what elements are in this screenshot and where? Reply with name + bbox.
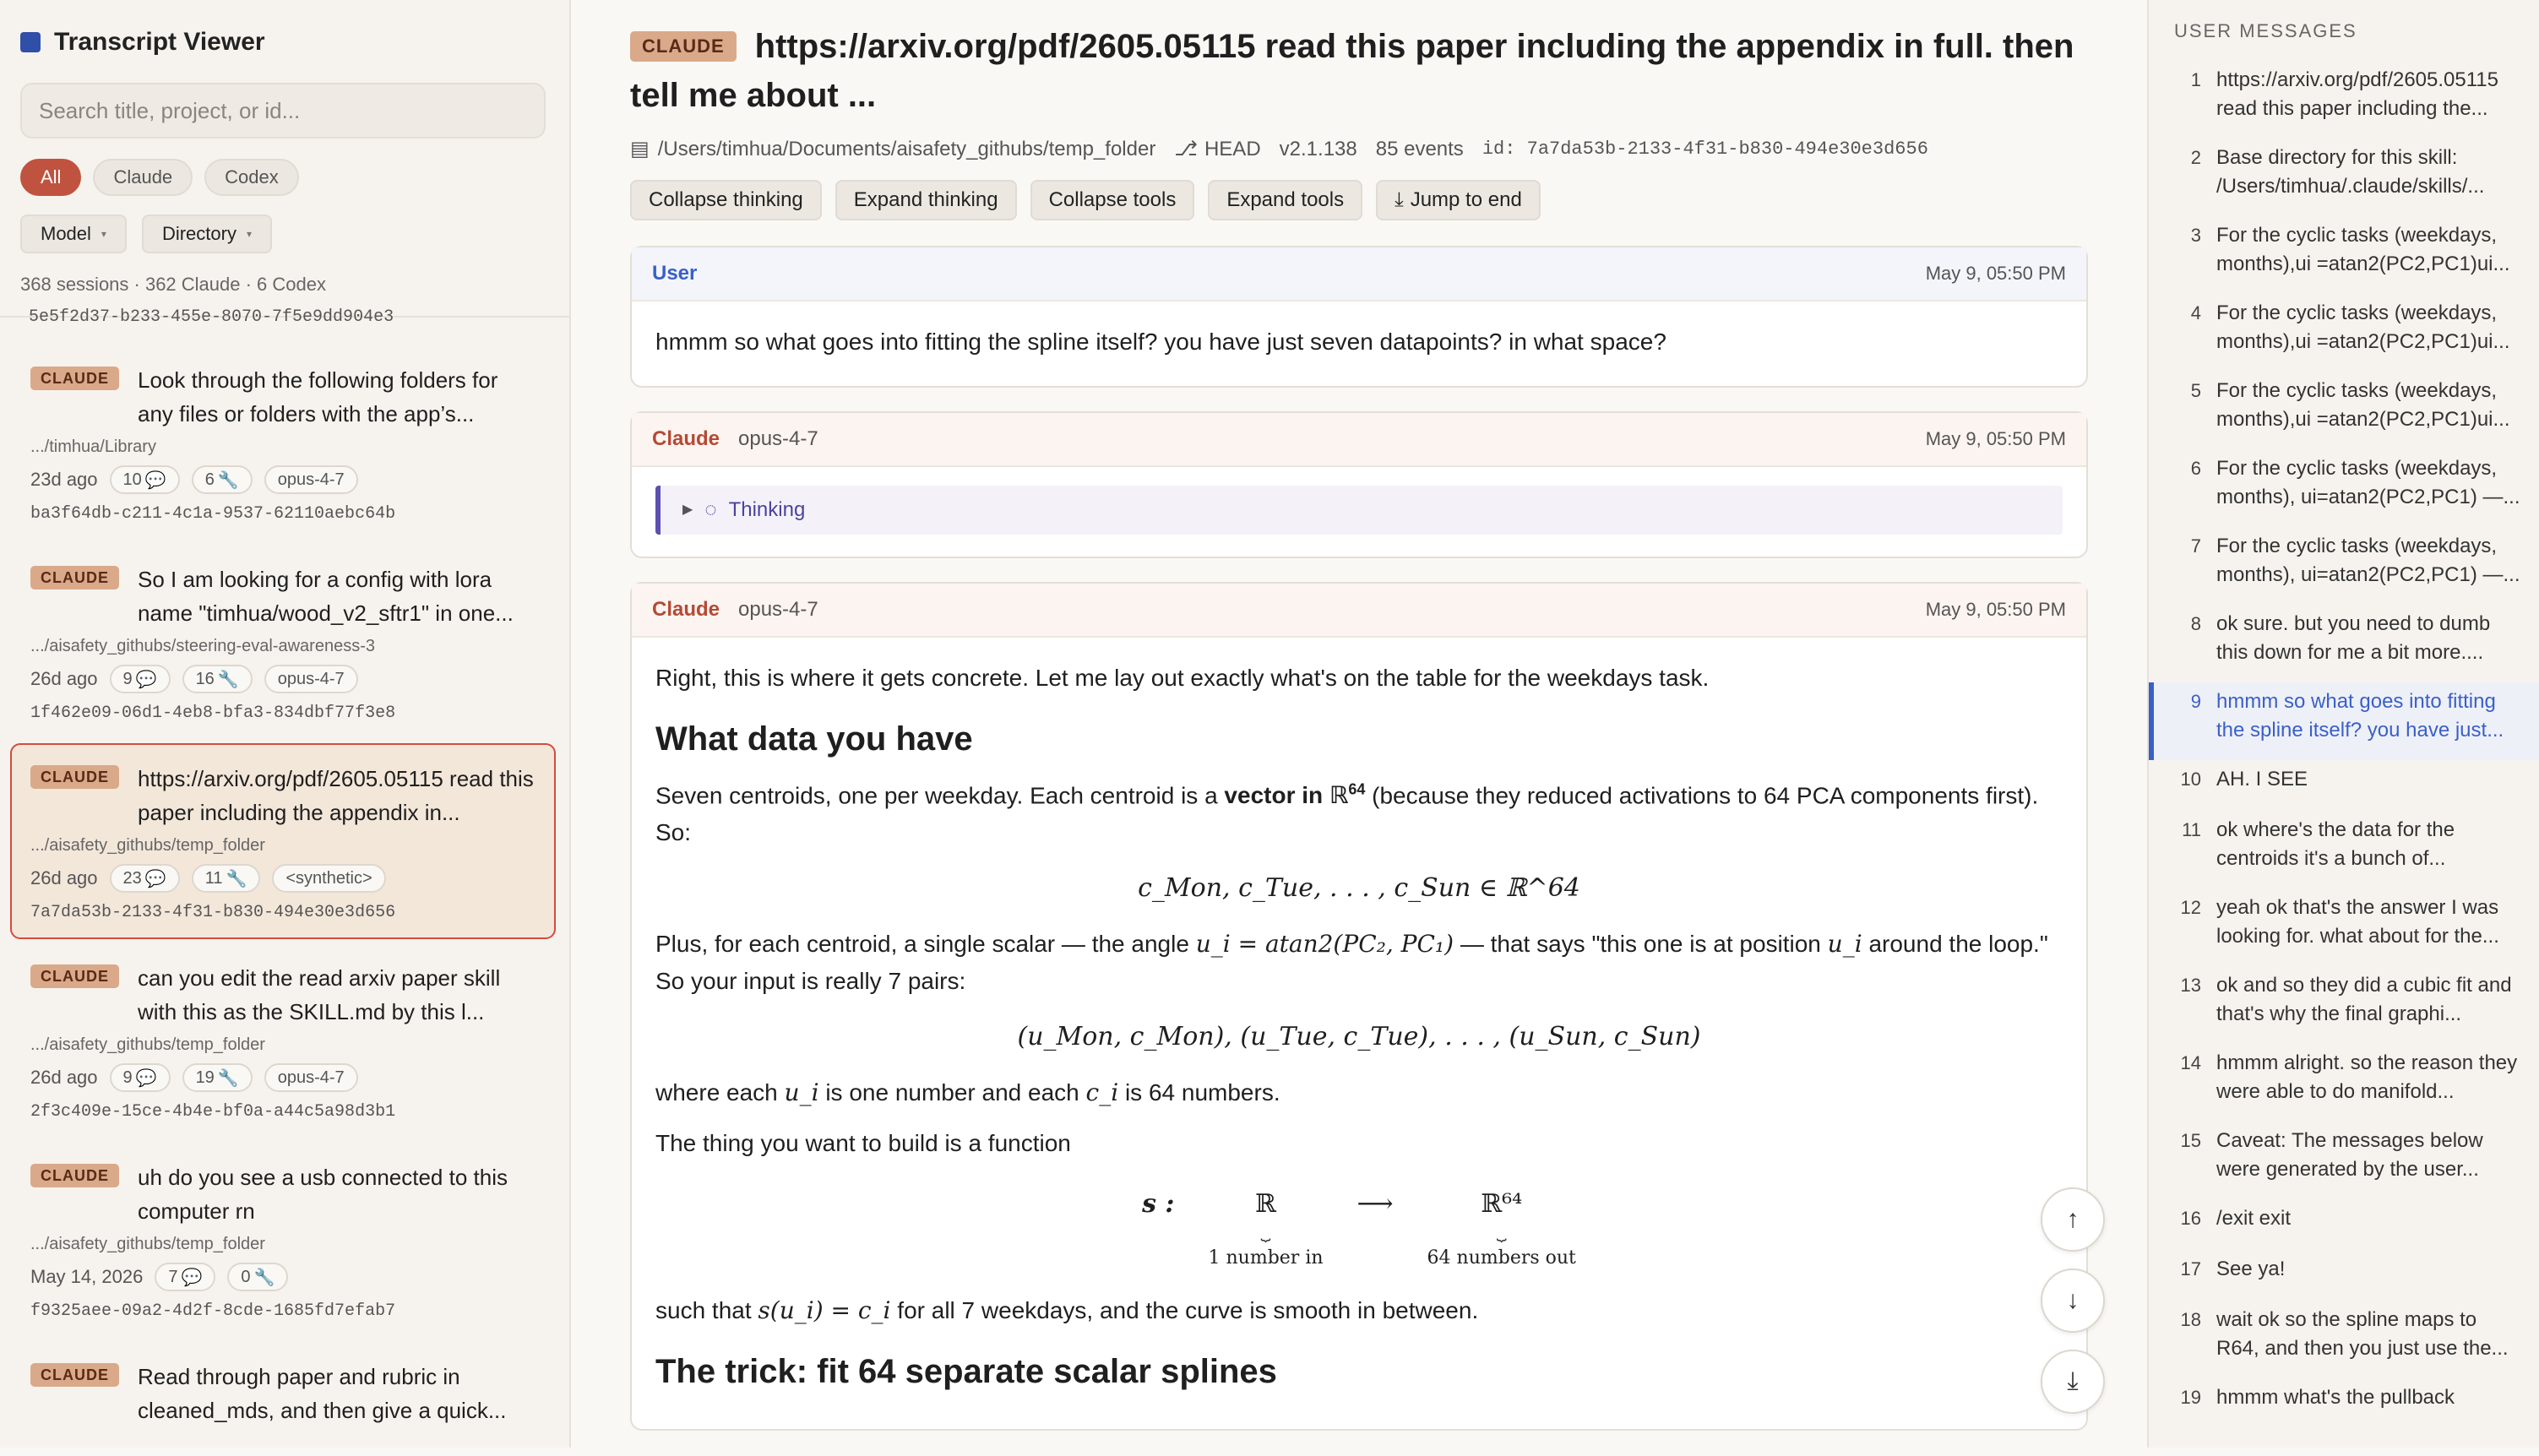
chat-bubble-icon: 💬 — [181, 1268, 203, 1287]
claude-badge: CLAUDE — [630, 31, 737, 62]
session-id: 2f3c409e-15ce-4b4e-bf0a-a44c5a98d3b1 — [30, 1102, 396, 1122]
message-preview: hmmm what's the pullback — [2216, 1386, 2455, 1409]
message-count: 10 — [122, 470, 142, 489]
page-title-text: https://arxiv.org/pdf/2605.05115 read this paper including the appendix in full. then tell me about ... — [630, 28, 2074, 114]
chip-all[interactable]: All — [20, 159, 81, 196]
session-title: Read through paper and rubric in cleaned_mds, and then give a quick... — [138, 1364, 507, 1423]
page-title — [630, 22, 2088, 120]
tool-count-pill — [192, 465, 253, 494]
session-age: 26d ago — [30, 668, 98, 689]
message-preview: ok sure. but you need to dumb this down for me a bit more.... — [2216, 612, 2491, 664]
directory-dropdown-label: Directory — [161, 223, 237, 244]
session-age: 26d ago — [30, 1067, 98, 1088]
message-count: 9 — [122, 669, 133, 688]
user-messages-panel — [2147, 0, 2539, 1448]
session-title: uh do you see a usb connected to this computer rn — [138, 1165, 508, 1224]
paragraph: Right, this is where it gets concrete. Let me lay out exactly what's on the table for the weekdays task. — [655, 665, 1710, 691]
sidebar-header — [0, 0, 569, 318]
session-title: So I am looking for a config with lora name "timhua/wood_v2_sftr1" in one... — [138, 567, 514, 626]
transcript-main — [571, 0, 2147, 1448]
message-number: 12 — [2180, 897, 2201, 918]
session-list[interactable] — [0, 307, 569, 1448]
session-item[interactable] — [10, 943, 556, 1138]
message-body — [632, 638, 2086, 1429]
message-preview: https://arxiv.org/pdf/2605.05115 read this paper including the... — [2216, 68, 2498, 120]
text-run: for all 7 weekdays, and the curve is smooth in between. — [890, 1297, 1479, 1324]
git-branch-icon: ⎇ — [1174, 138, 1198, 160]
message-preview: yeah ok that's the answer I was looking for. what about for the... — [2216, 896, 2499, 948]
source-filter-chips — [20, 159, 549, 196]
arrow-up-icon: ↑ — [2066, 1205, 2080, 1233]
underbrace-icon: ⏟ — [1260, 1221, 1271, 1242]
message-number: 16 — [2180, 1208, 2201, 1229]
message-preview: hmmm so what goes into fitting the spline itself? you have just... — [2216, 690, 2504, 742]
tool-count: 19 — [195, 1068, 215, 1087]
message-count-pill — [110, 864, 180, 893]
message-timestamp: May 9, 05:50 PM — [1925, 263, 2066, 284]
message-preview: /exit exit — [2216, 1207, 2292, 1230]
message-number: 9 — [2190, 691, 2201, 712]
underbrace-icon: ⏟ — [1496, 1221, 1507, 1242]
arrow-down-icon: ↓ — [2066, 1286, 2080, 1314]
function-equation — [655, 1186, 2063, 1277]
version: v2.1.138 — [1279, 137, 1357, 160]
text-run: Plus, for each centroid, a single scalar — the angle — [655, 931, 1196, 958]
inline-math: s(u_i) = c_i — [758, 1296, 891, 1325]
message-preview: ok where's the data for the centroids it's a bunch of... — [2216, 818, 2455, 870]
text-run: Seven centroids, one per weekday. Each centroid is a — [655, 782, 1225, 809]
claude-badge: CLAUDE — [30, 765, 119, 789]
chip-claude[interactable]: Claude — [93, 159, 193, 196]
message-number: 1 — [2190, 69, 2201, 90]
user-message-link[interactable] — [2149, 216, 2539, 294]
message-count-pill — [155, 1263, 215, 1291]
wrench-icon: 🔧 — [217, 670, 239, 689]
message-preview: For the cyclic tasks (weekdays, months),ui =atan2(PC2,PC1)ui... — [2216, 379, 2510, 431]
tool-count: 0 — [241, 1267, 251, 1286]
tool-count-pill — [182, 1063, 253, 1092]
text-run: is one number and each — [818, 1079, 1086, 1106]
user-message-link[interactable] — [2149, 1199, 2539, 1250]
session-id: f9325aee-09a2-4d2f-8cde-1685fd7efab7 — [30, 1301, 396, 1321]
chat-bubble-icon: 💬 — [135, 1068, 157, 1088]
chat-bubble-icon: 💬 — [144, 869, 166, 888]
message-count-pill — [110, 665, 171, 693]
user-message-link[interactable] — [2149, 888, 2539, 966]
assistant-message-card — [630, 582, 2088, 1431]
session-item[interactable] — [10, 1341, 556, 1444]
session-path: .../aisafety_githubs/temp_folder — [30, 1035, 265, 1054]
equation: (u_Mon, c_Mon), (u_Tue, c_Tue), . . . , (u_Sun, c_Sun) — [1017, 1022, 1701, 1052]
app-title-text: Transcript Viewer — [54, 28, 265, 56]
app-logo-icon — [20, 32, 41, 52]
user-message-link[interactable] — [2149, 449, 2539, 527]
model-tag: <synthetic> — [272, 864, 385, 893]
message-count: 7 — [168, 1267, 178, 1286]
session-item[interactable] — [10, 1142, 556, 1338]
session-title: Look through the following folders for any files or folders with the app’s... — [138, 367, 498, 426]
session-id-partial: 5e5f2d37-b233-455e-8070-7f5e9dd904e3 — [29, 307, 394, 327]
jump-to-end-label: Jump to end — [1410, 188, 1522, 211]
folder-icon: ▤ — [630, 138, 650, 160]
expand-thinking-button[interactable]: Expand thinking — [835, 180, 1017, 220]
message-number: 18 — [2180, 1309, 2201, 1330]
message-number: 8 — [2190, 613, 2201, 634]
message-number: 10 — [2180, 769, 2201, 790]
domain-label: 1 number in — [1208, 1247, 1324, 1269]
codomain-label: 64 numbers out — [1427, 1247, 1576, 1269]
text-run: such that — [655, 1297, 758, 1324]
event-count: 85 events — [1375, 137, 1464, 160]
session-id: 7a7da53b-2133-4f31-b830-494e30e3d656 — [30, 903, 396, 922]
collapse-tools-button[interactable]: Collapse tools — [1030, 180, 1195, 220]
bold-text — [1224, 782, 1365, 808]
message-number: 15 — [2180, 1130, 2201, 1151]
session-title: can you edit the read arxiv paper skill with this as the SKILL.md by this l... — [138, 965, 501, 1024]
tool-count-pill — [182, 665, 253, 693]
chat-bubble-icon: 💬 — [135, 670, 157, 689]
session-path: .../aisafety_githubs/temp_folder — [30, 1235, 265, 1253]
message-preview: For the cyclic tasks (weekdays, months), ui=atan2(PC2,PC1) —... — [2216, 535, 2520, 586]
user-message-link[interactable] — [2149, 1122, 2539, 1199]
message-number: 19 — [2180, 1387, 2201, 1408]
claude-badge: CLAUDE — [30, 964, 119, 988]
user-message-link[interactable] — [2149, 760, 2539, 811]
message-preview: hmmm alright. so the reason they were able to do manifold... — [2216, 1051, 2518, 1103]
inline-math: u_i — [784, 1078, 819, 1107]
message-author: Claude — [652, 427, 720, 450]
wrench-icon: 🔧 — [217, 470, 239, 490]
session-meta-bar — [630, 137, 2088, 161]
message-number: 2 — [2190, 147, 2201, 168]
arrow-down-to-line-icon: ⤓ — [2067, 1367, 2079, 1395]
dropdown-filters — [20, 215, 549, 253]
text-run: vector in ℝ — [1224, 782, 1349, 809]
message-number: 17 — [2180, 1258, 2201, 1279]
session-sidebar — [0, 0, 571, 1448]
directory-dropdown[interactable] — [142, 215, 272, 253]
user-message-link[interactable] — [2149, 527, 2539, 605]
tool-count-pill — [192, 864, 261, 893]
transcript-toolbar — [630, 180, 2088, 220]
user-message-link[interactable] — [2149, 294, 2539, 372]
equation: c_Mon, c_Tue, . . . , c_Sun ∈ ℝ^64 — [1138, 873, 1580, 904]
message-count-pill — [110, 1063, 171, 1092]
chip-codex[interactable]: Codex — [204, 159, 299, 196]
message-preview: For the cyclic tasks (weekdays, months),ui =atan2(PC2,PC1)ui... — [2216, 224, 2510, 275]
message-number: 4 — [2190, 302, 2201, 323]
superscript: 64 — [1348, 781, 1366, 798]
domain: ℝ — [1255, 1189, 1276, 1220]
user-message-link[interactable] — [2149, 1250, 2539, 1301]
caret-down-icon: ▾ — [246, 228, 252, 240]
user-message-link[interactable] — [2149, 61, 2539, 139]
user-message-link[interactable] — [2149, 372, 2539, 449]
session-age: 26d ago — [30, 867, 98, 888]
message-count-pill — [110, 465, 180, 494]
paragraph — [655, 1074, 2063, 1111]
user-message-list — [2149, 61, 2539, 1456]
inline-math: c_i — [1085, 1078, 1119, 1107]
message-model: opus-4-7 — [738, 427, 818, 450]
user-message-card — [630, 246, 2088, 388]
search-input[interactable] — [20, 83, 546, 139]
model-dropdown[interactable] — [20, 215, 127, 253]
tool-count: 11 — [204, 868, 223, 888]
session-path: .../timhua/Library — [30, 437, 156, 456]
paragraph — [655, 771, 2063, 851]
session-counts: 368 sessions · 362 Claude · 6 Codex — [20, 274, 326, 295]
thinking-label: Thinking — [728, 498, 806, 521]
text-run: around the loop." So your input is really 7 pairs: — [655, 931, 2048, 995]
session-id: 1f462e09-06d1-4eb8-bfa3-834dbf77f3e8 — [30, 704, 396, 723]
session-directory: /Users/timhua/Documents/aisafety_githubs/temp_folder — [657, 137, 1156, 160]
chat-bubble-icon: 💬 — [144, 470, 166, 490]
collapse-thinking-button[interactable]: Collapse thinking — [630, 180, 822, 220]
inline-math: u_i — [1827, 930, 1862, 959]
message-preview: AH. I SEE — [2216, 768, 2308, 790]
session-path: .../aisafety_githubs/steering-eval-awareness-3 — [30, 637, 375, 655]
text-run: — that says "this one is at position — [1454, 931, 1828, 958]
text-run: is 64 numbers. — [1118, 1079, 1280, 1106]
user-message-link-active[interactable] — [2149, 682, 2539, 760]
panel-heading: USER MESSAGES — [2174, 20, 2357, 41]
message-timestamp: May 9, 05:50 PM — [1925, 428, 2066, 449]
scroll-top-button[interactable] — [2041, 1187, 2105, 1252]
user-message-link[interactable] — [2149, 1301, 2539, 1378]
user-message-link[interactable] — [2149, 1044, 2539, 1122]
git-branch: HEAD — [1204, 137, 1261, 160]
wrench-icon: 🔧 — [226, 869, 247, 888]
message-number: 3 — [2190, 225, 2201, 246]
function-symbol: s : — [1142, 1189, 1175, 1220]
scroll-bottom-button[interactable] — [2041, 1350, 2105, 1414]
message-model: opus-4-7 — [738, 598, 818, 621]
text-run: (because they reduced activations to 64 PCA components first). So: — [655, 782, 2039, 846]
message-preview: For the cyclic tasks (weekdays, months), ui=atan2(PC2,PC1) —... — [2216, 457, 2520, 508]
message-preview: Caveat: The messages below were generated by the user... — [2216, 1129, 2483, 1181]
scroll-down-button[interactable] — [2041, 1269, 2105, 1333]
message-number: 14 — [2180, 1052, 2201, 1073]
user-message-link[interactable] — [2149, 811, 2539, 888]
message-author: User — [652, 262, 698, 285]
session-path: .../aisafety_githubs/temp_folder — [30, 836, 265, 855]
tool-count: 16 — [195, 669, 215, 688]
message-number: 6 — [2190, 458, 2201, 479]
session-title: https://arxiv.org/pdf/2605.05115 read this paper including the appendix in... — [138, 766, 534, 825]
thinking-toggle[interactable] — [655, 486, 2063, 535]
section-heading: What data you have — [655, 720, 973, 758]
session-age: May 14, 2026 — [30, 1266, 144, 1287]
wrench-icon: 🔧 — [217, 1068, 239, 1088]
message-number: 11 — [2182, 819, 2201, 840]
app-title — [20, 25, 549, 59]
tool-count-pill — [227, 1263, 288, 1291]
user-message-link[interactable] — [2149, 605, 2539, 682]
tool-count: 6 — [204, 470, 215, 489]
model-tag: opus-4-7 — [264, 465, 358, 494]
user-message-link[interactable] — [2149, 139, 2539, 216]
session-item-selected[interactable] — [10, 743, 556, 939]
paragraph: The thing you want to build is a function — [655, 1130, 1071, 1157]
message-author: Claude — [652, 598, 720, 621]
message-preview: ok and so they did a cubic fit and that's why the final graphi... — [2216, 974, 2512, 1025]
message-count: 23 — [122, 868, 142, 888]
message-preview: See ya! — [2216, 1258, 2286, 1280]
paragraph — [655, 1292, 2063, 1329]
session-item[interactable] — [10, 345, 556, 541]
expand-tools-button[interactable]: Expand tools — [1208, 180, 1362, 220]
arrow: ⟶ — [1356, 1189, 1394, 1220]
arrow-down-to-line-icon: ⤓ — [1395, 188, 1404, 211]
message-count: 9 — [122, 1068, 133, 1087]
claude-badge: CLAUDE — [30, 1164, 119, 1187]
message-preview: wait ok so the spline maps to R64, and then you just use the... — [2216, 1308, 2509, 1360]
text-run: where each — [655, 1079, 785, 1106]
message-text: hmmm so what goes into fitting the spline itself? you have just seven datapoints? in what space? — [655, 329, 1666, 355]
model-dropdown-label: Model — [41, 223, 91, 244]
claude-badge: CLAUDE — [30, 1363, 119, 1387]
caret-down-icon: ▾ — [101, 228, 106, 240]
assistant-thinking-card — [630, 411, 2088, 558]
message-number: 13 — [2180, 975, 2201, 996]
claude-badge: CLAUDE — [30, 566, 119, 589]
claude-badge: CLAUDE — [30, 367, 119, 390]
session-id: id: 7a7da53b-2133-4f31-b830-494e30e3d656 — [1482, 139, 1928, 160]
user-message-link[interactable] — [2149, 1378, 2539, 1456]
jump-to-end-button[interactable] — [1376, 180, 1541, 220]
model-tag: opus-4-7 — [264, 1063, 358, 1092]
session-age: 23d ago — [30, 469, 98, 490]
session-item[interactable] — [10, 544, 556, 740]
session-id: ba3f64db-c211-4c1a-9537-62110aebc64b — [30, 504, 396, 524]
message-timestamp: May 9, 05:50 PM — [1925, 599, 2066, 620]
section-heading: The trick: fit 64 separate scalar splines — [655, 1353, 1277, 1391]
message-number: 5 — [2190, 380, 2201, 401]
thought-bubble-icon: ◌ — [704, 498, 717, 521]
triangle-right-icon: ▶ — [682, 503, 693, 517]
message-preview: For the cyclic tasks (weekdays, months),ui =atan2(PC2,PC1)ui... — [2216, 302, 2510, 353]
message-preview: Base directory for this skill: /Users/timhua/.claude/skills/... — [2216, 146, 2485, 198]
inline-math: u_i = atan2(PC₂, PC₁) — [1195, 930, 1454, 959]
paragraph — [655, 926, 2063, 1000]
user-message-link[interactable] — [2149, 966, 2539, 1044]
message-number: 7 — [2190, 535, 2201, 557]
model-tag: opus-4-7 — [264, 665, 358, 693]
codomain: ℝ⁶⁴ — [1481, 1189, 1523, 1220]
wrench-icon: 🔧 — [253, 1268, 275, 1287]
